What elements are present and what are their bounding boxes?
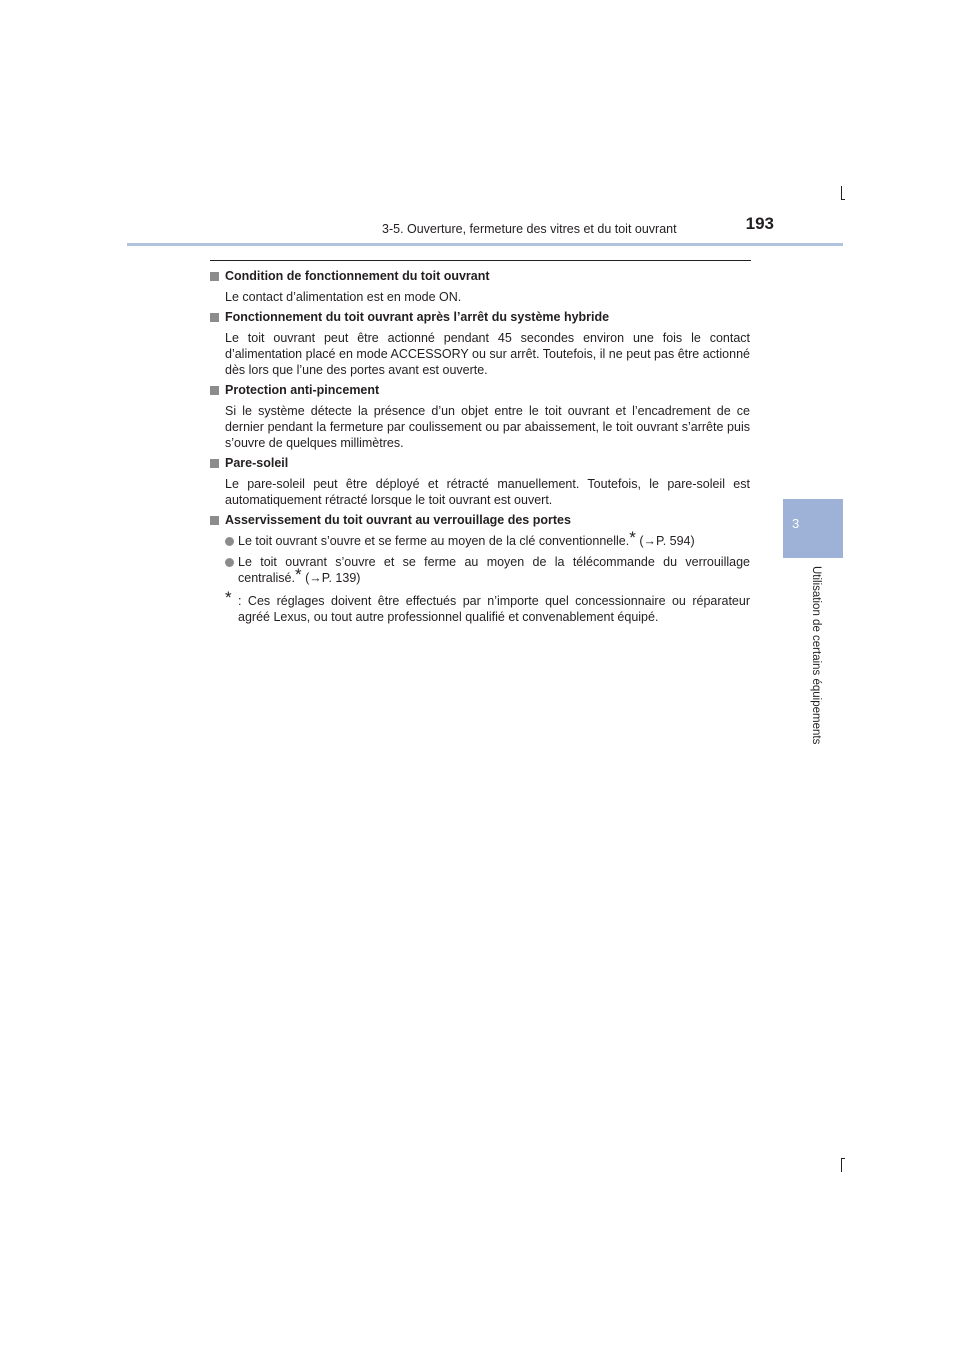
round-bullet-icon: [225, 558, 234, 567]
content-rule: [210, 260, 751, 261]
list-item: Le toit ouvrant s’ouvre et se ferme au moyen de la télécommande du verrouillage centralisé.* (→P. 139): [210, 554, 750, 586]
item-title: Condition de fonctionnement du toit ouvrant: [210, 268, 750, 284]
info-item: [210, 309, 750, 378]
asterisk-mark: *: [629, 528, 636, 547]
footnote-mark: *: [225, 588, 232, 607]
square-bullet-icon: [210, 459, 219, 468]
item-body: Si le système détecte la présence d’un objet entre le toit ouvrant et l’encadrement de ce dernier pendant la fermeture par coulissement ou par abaissement, le toit ouvrant s’arrête puis s’ouvre de quelques millimètres.: [225, 404, 750, 450]
item-title: Pare-soleil: [210, 455, 750, 471]
crop-mark-bottom: [841, 1158, 842, 1172]
footnote-text: : Ces réglages doivent être effectués par n’importe quel concessionnaire ou réparateur agréé Lexus, ou tout autre professionnel qualifié et convenablement équipé.: [238, 594, 750, 624]
square-bullet-icon: [210, 516, 219, 525]
list-item: Le toit ouvrant s’ouvre et se ferme au moyen de la clé conventionnelle.* (→P. 594): [210, 533, 750, 549]
item-body: Le pare-soleil peut être déployé et rétracté manuellement. Toutefois, le pare-soleil est automatiquement rétracté lorsque le toit ouvrant est ouvert.: [225, 477, 750, 507]
footnote: [210, 588, 750, 625]
square-bullet-icon: [210, 313, 219, 322]
asterisk-mark: *: [294, 565, 302, 584]
square-bullet-icon: [210, 386, 219, 395]
info-item: [210, 512, 750, 586]
round-bullet-icon: [225, 537, 234, 546]
section-title: 3-5. Ouverture, fermeture des vitres et du toit ouvrant: [382, 222, 677, 236]
square-bullet-icon: [210, 272, 219, 281]
chapter-title: Utilisation de certains équipements: [810, 566, 822, 745]
item-title: Fonctionnement du toit ouvrant après l’arrêt du système hybride: [210, 309, 750, 325]
item-body: Le contact d’alimentation est en mode ON.: [225, 290, 462, 304]
crop-mark-top-foot: [841, 199, 845, 200]
page-reference[interactable]: (→P. 594): [639, 534, 695, 548]
chapter-tab: [783, 499, 843, 558]
info-item: [210, 382, 750, 451]
page-header: [382, 214, 774, 240]
info-item: [210, 268, 750, 305]
chapter-number: 3: [792, 516, 800, 531]
content: [210, 268, 750, 625]
info-item: [210, 455, 750, 508]
page-number: 193: [745, 214, 774, 233]
item-title: Protection anti-pincement: [210, 382, 750, 398]
item-title: Asservissement du toit ouvrant au verrouillage des portes: [210, 512, 750, 528]
crop-mark-bottom-foot: [841, 1158, 845, 1159]
item-body: Le toit ouvrant peut être actionné pendant 45 secondes environ une fois le contact d’alimentation placé en mode ACCESSORY ou sur arrêt. Toutefois, il ne peut pas être actionné dès lors que l’une des portes avant est ouverte.: [225, 331, 750, 377]
header-rule: [127, 243, 843, 246]
page-reference[interactable]: (→P. 139): [305, 571, 361, 585]
crop-mark-top: [841, 186, 842, 200]
